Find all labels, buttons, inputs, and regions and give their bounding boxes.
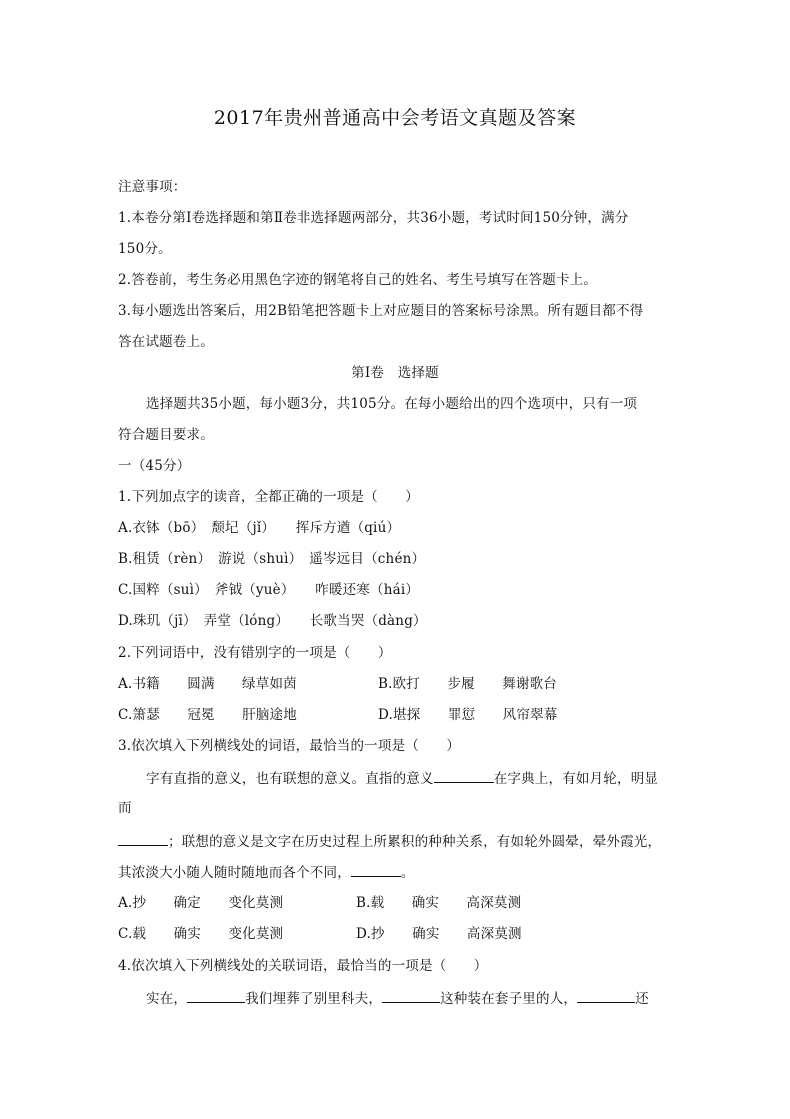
question-3-passage-text: 。	[400, 865, 415, 881]
question-2-option-d: D.堪探 罪愆 风帘翠幕	[378, 707, 558, 723]
notice-item-1: 1.本卷分第Ⅰ卷选择题和第Ⅱ卷非选择题两部分，共36小题，考试时间150分钟，满分	[118, 210, 629, 226]
question-3-option-d: D.抄 确实 高深莫测	[356, 926, 522, 942]
question-2-stem: 2.下列词语中，没有错别字的一项是（ ）	[118, 645, 392, 661]
question-3-passage-line-2: 而	[118, 800, 132, 816]
question-4-passage-text: 我们埋葬了别里科夫，	[245, 991, 383, 1007]
question-1-option-c: C.国粹（suì） 斧钺（yuè） 咋暖还寒（hái）	[118, 582, 420, 598]
answer-blank	[351, 862, 401, 877]
notice-item-2: 2.答卷前，考生务必用黑色字迹的钢笔将自己的姓名、考生号填写在答题卡上。	[118, 272, 598, 288]
part-label: 一（45分）	[118, 458, 191, 474]
section-intro-cont: 符合题目要求。	[118, 427, 214, 443]
notice-item-3: 3.每小题选出答案后，用2B铅笔把答题卡上对应题目的答案标号涂黑。所有题目都不得	[118, 303, 644, 319]
answer-blank	[187, 988, 245, 1003]
question-1-option-b: B.租赁（rèn） 游说（shuì） 遥岑远目（chén）	[118, 551, 426, 567]
question-4-stem: 4.依次填入下列横线处的关联词语，最恰当的一项是（ ）	[118, 958, 488, 974]
notice-item-3-cont: 答在试题卷上。	[118, 334, 214, 350]
question-1-stem: 1.下列加点字的读音，全都正确的一项是（ ）	[118, 489, 419, 505]
question-3-passage-text: 字有直指的意义，也有联想的意义。直指的意义	[146, 771, 434, 787]
question-4-passage-text: 实在，	[146, 991, 188, 1007]
question-4-passage-text: 这种装在套子里的人，	[440, 991, 578, 1007]
question-4-passage-line-1	[146, 988, 649, 1008]
question-3-passage-line-4	[118, 862, 415, 882]
question-3-passage-line-3	[118, 831, 661, 851]
question-3-option-c: C.载 确实 变化莫测	[118, 926, 284, 942]
section-intro: 选择题共35小题，每小题3分，共105分。在每小题给出的四个选项中，只有一项	[146, 396, 638, 412]
question-3-passage-text: 其浓淡大小随人随时随地而各个不同，	[118, 865, 351, 881]
question-3-option-a: A.抄 确定 变化莫测	[118, 895, 284, 911]
answer-blank	[382, 988, 440, 1003]
notice-heading: 注意事项：	[118, 179, 187, 195]
question-4-passage-text: 还	[635, 991, 649, 1007]
question-3-passage-text: ；联想的意义是文字在历史过程上所累积的种种关系，有如轮外圆晕，晕外霞光，	[168, 834, 662, 850]
question-1-option-a: A.衣钵（bō） 颓圮（jǐ） 挥斥方遒（qiú）	[118, 520, 401, 536]
section-heading: 第Ⅰ卷 选择题	[351, 365, 439, 381]
question-2-option-c: C.箫瑟 冠冕 肝脑途地	[118, 707, 297, 723]
question-2-option-b: B.欧打 步履 舞谢歌台	[378, 676, 558, 692]
page-title: 2017年贵州普通高中会考语文真题及答案	[213, 107, 577, 129]
question-3-passage-text: 在字典上，有如月轮，明显	[493, 771, 659, 787]
question-3-stem: 3.依次填入下列横线处的词语，最恰当的一项是（ ）	[118, 738, 461, 754]
question-1-option-d: D.珠玑（jī） 弄堂（lóng） 长歌当哭（dàng）	[118, 613, 427, 629]
answer-blank	[434, 768, 494, 783]
answer-blank	[577, 988, 635, 1003]
question-2-option-a: A.书籍 圆满 绿草如茵	[118, 676, 297, 692]
notice-item-1-cont: 150分。	[118, 241, 172, 257]
answer-blank	[118, 831, 168, 846]
question-3-passage-line-1	[146, 768, 658, 788]
question-3-option-b: B.载 确实 高深莫测	[356, 895, 522, 911]
